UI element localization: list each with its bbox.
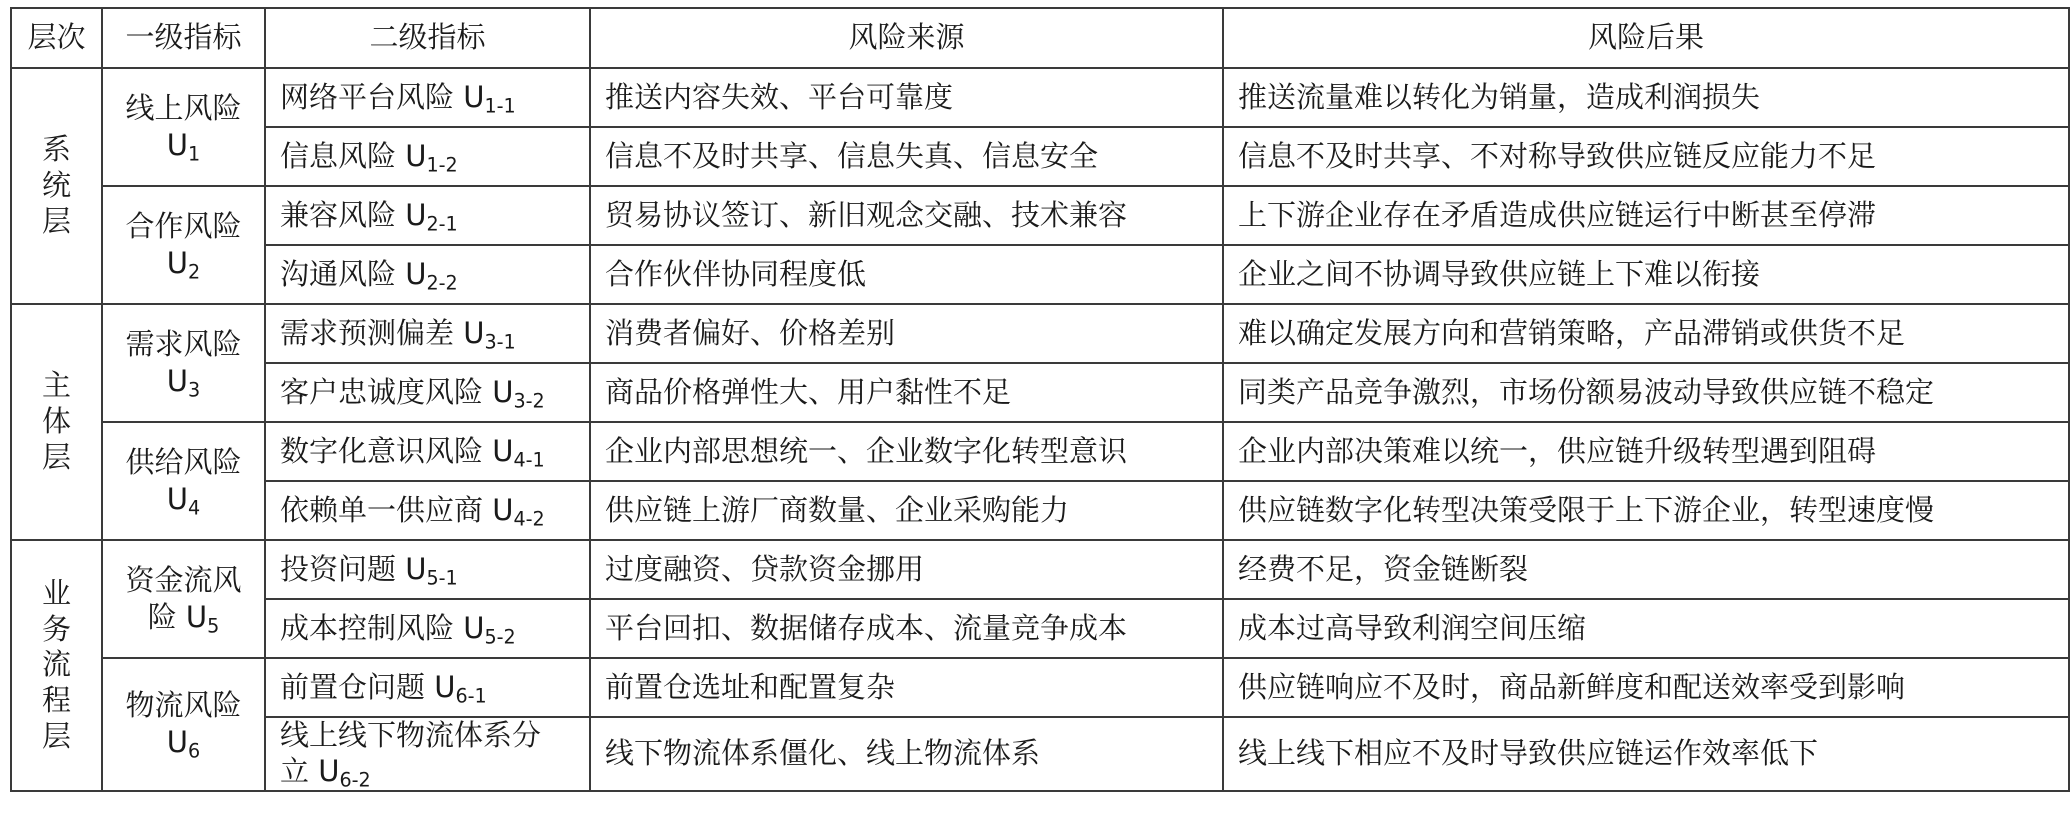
level2-cell: 成本控制风险 $U_{5-2}$ [265, 599, 590, 658]
risk-source-cell: 信息不及时共享、信息失真、信息安全 [590, 127, 1223, 186]
risk-source-cell: 企业内部思想统一、企业数字化转型意识 [590, 422, 1223, 481]
header-risk-consequence: 风险后果 [1223, 8, 2069, 68]
risk-source-cell: 推送内容失效、平台可靠度 [590, 68, 1223, 127]
table-row [11, 68, 2069, 127]
table-row [11, 304, 2069, 363]
table-row [11, 599, 2069, 658]
risk-consequence-cell: 经费不足，资金链断裂 [1223, 540, 2069, 599]
level1-cell-u5 [102, 540, 265, 658]
level2-cell: 投资问题 $U_{5-1}$ [265, 540, 590, 599]
level1-symbol: 险 $U_5$ [147, 600, 220, 638]
header-level1: 一级指标 [102, 8, 265, 68]
layer-label: 业务流程层 [41, 575, 71, 754]
level1-symbol: $U_3$ [166, 364, 201, 402]
level1-symbol: $U_6$ [166, 725, 201, 763]
layer-cell-process [11, 540, 102, 791]
risk-source-cell: 消费者偏好、价格差别 [590, 304, 1223, 363]
risk-source-cell: 供应链上游厂商数量、企业采购能力 [590, 481, 1223, 540]
risk-consequence-cell: 企业内部决策难以统一，供应链升级转型遇到阻碍 [1223, 422, 2069, 481]
header-level2: 二级指标 [265, 8, 590, 68]
risk-indicator-table [10, 7, 2070, 792]
level1-cell-u1 [102, 68, 265, 186]
level1-symbol: $U_1$ [166, 128, 201, 166]
risk-source-cell: 线下物流体系僵化、线上物流体系 [590, 717, 1223, 791]
level2-cell: 线上线下物流体系分 立 $U_{6-2}$ [265, 717, 590, 791]
table-row [11, 717, 2069, 791]
layer-label: 主体层 [41, 368, 71, 474]
header-risk-source: 风险来源 [590, 8, 1223, 68]
level1-label: 资金流风 [125, 562, 242, 597]
risk-consequence-cell: 同类产品竞争激烈，市场份额易波动导致供应链不稳定 [1223, 363, 2069, 422]
level1-label: 物流风险 [125, 688, 242, 723]
level2-cell: 兼容风险 $U_{2-1}$ [265, 186, 590, 245]
level1-label: 需求风险 [125, 326, 242, 361]
header-layer: 层次 [11, 8, 102, 68]
level2-cell: 前置仓问题 $U_{6-1}$ [265, 658, 590, 717]
level2-cell: 需求预测偏差 $U_{3-1}$ [265, 304, 590, 363]
risk-consequence-cell: 成本过高导致利润空间压缩 [1223, 599, 2069, 658]
table-row [11, 186, 2069, 245]
risk-source-cell: 贸易协议签订、新旧观念交融、技术兼容 [590, 186, 1223, 245]
level2-cell: 信息风险 $U_{1-2}$ [265, 127, 590, 186]
level1-cell-u2 [102, 186, 265, 304]
level2-cell: 客户忠诚度风险 $U_{3-2}$ [265, 363, 590, 422]
level1-cell-u3 [102, 304, 265, 422]
table-row [11, 540, 2069, 599]
layer-cell-subject [11, 304, 102, 540]
table-row [11, 481, 2069, 540]
risk-consequence-cell: 企业之间不协调导致供应链上下难以衔接 [1223, 245, 2069, 304]
level1-symbol: $U_4$ [166, 482, 201, 520]
risk-consequence-cell: 难以确定发展方向和营销策略，产品滞销或供货不足 [1223, 304, 2069, 363]
table-row [11, 245, 2069, 304]
table-row [11, 422, 2069, 481]
risk-consequence-cell: 供应链数字化转型决策受限于上下游企业，转型速度慢 [1223, 481, 2069, 540]
level2-cell: 网络平台风险 $U_{1-1}$ [265, 68, 590, 127]
risk-consequence-cell: 上下游企业存在矛盾造成供应链运行中断甚至停滞 [1223, 186, 2069, 245]
level1-label: 合作风险 [125, 208, 242, 243]
header-row [11, 8, 2069, 68]
level2-cell: 沟通风险 $U_{2-2}$ [265, 245, 590, 304]
risk-consequence-cell: 线上线下相应不及时导致供应链运作效率低下 [1223, 717, 2069, 791]
level1-label: 供给风险 [125, 444, 242, 479]
risk-source-cell: 合作伙伴协同程度低 [590, 245, 1223, 304]
risk-consequence-cell: 供应链响应不及时，商品新鲜度和配送效率受到影响 [1223, 658, 2069, 717]
level1-cell-u4 [102, 422, 265, 540]
table-row [11, 658, 2069, 717]
table-row [11, 363, 2069, 422]
layer-label: 系统层 [41, 132, 71, 238]
risk-source-cell: 前置仓选址和配置复杂 [590, 658, 1223, 717]
layer-cell-system [11, 68, 102, 304]
risk-source-cell: 平台回扣、数据储存成本、流量竞争成本 [590, 599, 1223, 658]
risk-source-cell: 商品价格弹性大、用户黏性不足 [590, 363, 1223, 422]
level1-symbol: $U_2$ [166, 246, 201, 284]
table-row [11, 127, 2069, 186]
risk-source-cell: 过度融资、贷款资金挪用 [590, 540, 1223, 599]
risk-consequence-cell: 推送流量难以转化为销量，造成利润损失 [1223, 68, 2069, 127]
level1-cell-u6 [102, 658, 265, 791]
level1-label: 线上风险 [125, 90, 242, 125]
risk-consequence-cell: 信息不及时共享、不对称导致供应链反应能力不足 [1223, 127, 2069, 186]
level2-cell: 数字化意识风险 $U_{4-1}$ [265, 422, 590, 481]
level2-cell: 依赖单一供应商 $U_{4-2}$ [265, 481, 590, 540]
